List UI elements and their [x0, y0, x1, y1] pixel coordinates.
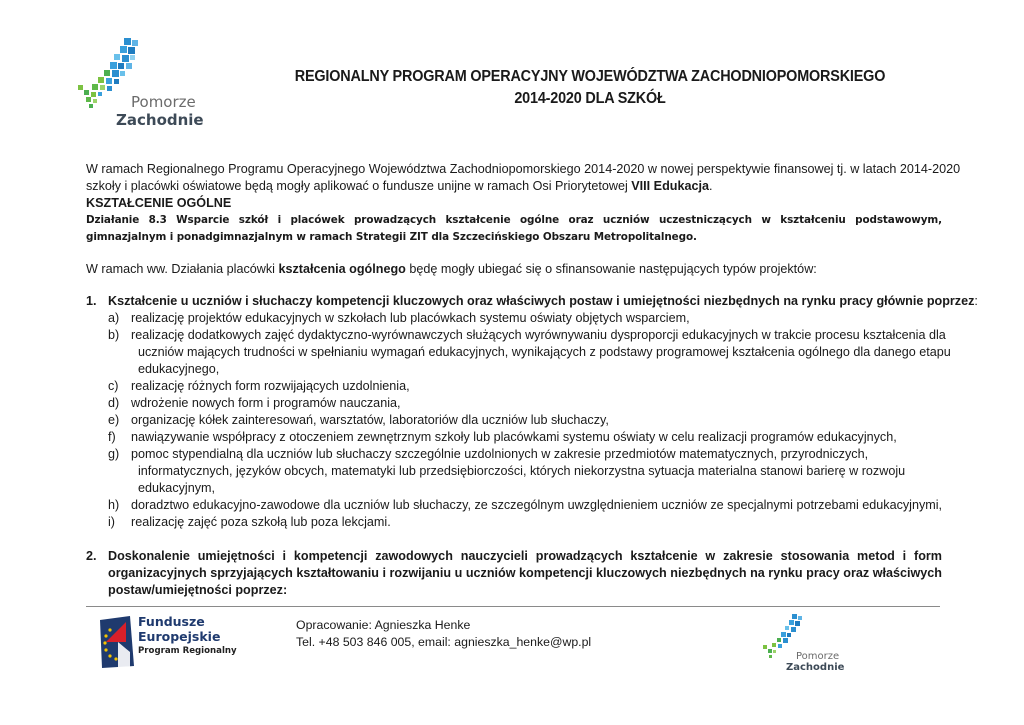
- fe-line-2: Europejskie: [138, 629, 221, 644]
- sub-list-letter: b): [108, 328, 120, 342]
- priority-axis-name: VIII Edukacja: [631, 179, 709, 193]
- sub-list-item: [86, 429, 942, 446]
- sub-list-text: edukacyjnym,: [138, 481, 215, 495]
- sub-list-text: organizację kółek zainteresowań, warsztatów, laboratoriów dla uczniów lub słuchaczy,: [131, 413, 609, 427]
- sub-list-letter: f): [108, 430, 116, 444]
- sub-list-letter: e): [108, 413, 120, 427]
- sub-list-text: realizację różnych form rozwijających uzdolnienia,: [131, 379, 410, 393]
- sub-list-text: realizację projektów edukacyjnych w szkołach lub placówkach systemu oświaty objętych wsparciem,: [131, 311, 690, 325]
- fundusze-europejskie-text: [138, 614, 237, 658]
- sub-list-text: doradztwo edukacyjno-zawodowe dla uczniów lub słuchaczy, ze szczególnym uwzględnieniem uczniów ze specjalnymi potrzebami edukacyjnymi,: [131, 498, 943, 512]
- section-heading: KSZTAŁCENIE OGÓLNE: [86, 196, 232, 210]
- title-line-1: REGIONALNY PROGRAM OPERACYJNY WOJEWÓDZTWA ZACHODNIOPOMORSKIEGO: [294, 68, 886, 85]
- fe-line-3: Program Regionalny: [138, 646, 237, 656]
- lead-bold: kształcenia ogólnego: [278, 262, 406, 276]
- sub-list-text: nawiązywanie współpracy z otoczeniem zewnętrznym szkoły lub placówkami systemu oświaty w celu realizacji programów edukacyjnych,: [131, 430, 897, 444]
- sub-list-text: pomoc stypendialną dla uczniów lub słuchaczy szczególnie uzdolnionych w zakresie przedmiotów matematycznych, przyrodniczych,: [131, 447, 869, 461]
- sub-list-letter: c): [108, 379, 119, 393]
- intro-line-2: [86, 178, 942, 195]
- document-body: [86, 161, 978, 599]
- sub-list-text: edukacyjnego,: [138, 362, 220, 376]
- sub-list-item: [86, 378, 942, 395]
- sub-list-item: [86, 310, 942, 327]
- list-item-1-colon: :: [974, 294, 978, 308]
- sub-list: [86, 310, 951, 531]
- pomorze-zachodnie-logo-small: [760, 612, 850, 674]
- logo-word-pomorze: Pomorze: [796, 651, 840, 662]
- lead-prefix: W ramach ww. Działania placówki: [86, 262, 279, 276]
- list-item-2-text: Doskonalenie umiejętności i kompetencji zawodowych nauczycieli prowadzących kształcenie w zakresie stosowania metod i form organizacyjnych sprzyjających kształtowaniu i rozwijaniu u uczniów kompetencji kluczowych niezbędnych na rynku pracy oraz właściwych postaw/umiejętności poprzez:: [108, 549, 942, 597]
- pomorze-zachodnie-logo: [74, 34, 214, 130]
- logo-word-zachodnie: Zachodnie: [786, 662, 845, 673]
- eu-flag-icon: [100, 616, 134, 668]
- fe-line-1: Fundusze: [138, 614, 205, 629]
- logo-mosaic-icon: [78, 38, 138, 108]
- footer-divider: [86, 606, 940, 607]
- lead-paragraph: [86, 261, 942, 278]
- sub-list-letter: i): [108, 515, 115, 529]
- sub-list-item: [86, 412, 942, 429]
- list-item-1-title: [108, 293, 978, 310]
- sub-list-letter: h): [108, 498, 120, 512]
- intro-line-2-text: szkoły i placówki oświatowe będą mogły aplikować o fundusze unijne w ramach Osi Priorytetowej: [86, 179, 632, 193]
- list-item-1-title-text: Kształcenie u uczniów i słuchaczy kompetencji kluczowych oraz właściwych postaw i umiejętności niezbędnych na rynku pracy głównie poprzez: [108, 294, 975, 308]
- sub-list-item: [86, 327, 951, 378]
- author-info: [296, 617, 591, 651]
- title-line-2: 2014-2020 DLA SZKÓŁ: [514, 90, 666, 107]
- lead-suffix: będę mogły ubiegać się o sfinansowanie następujących typów projektów:: [405, 262, 817, 276]
- list-item-1: [86, 293, 978, 310]
- intro-line-2-end: .: [708, 179, 713, 193]
- sub-list-text: uczniów mających trudności w spełnianiu wymagań edukacyjnych, wynikających z podstawy programowej kształcenia ogólnego dla danego etapu: [138, 345, 951, 359]
- sub-list-text: informatycznych, języków obcych, matematyki lub przedsiębiorczości, których niekorzystna sytuacja materialna stanowi barierę w rozwoju: [138, 464, 906, 478]
- action-description: Działanie 8.3 Wsparcie szkół i placówek prowadzących kształcenie ogólne oraz uczniów uczestniczących w kształceniu podstawowym, gimnazjalnym i ponadgimnazjalnym w ramach Strategii ZIT dla Szczecińskiego Obszaru Metropolitalnego.: [86, 214, 942, 243]
- sub-list-letter: g): [108, 447, 120, 461]
- intro-line-1: W ramach Regionalnego Programu Operacyjnego Województwa Zachodniopomorskiego 2014-2020 w nowej perspektywie finansowej tj. w latach 2014-2020: [86, 162, 961, 176]
- list-item-number: 1.: [86, 294, 97, 308]
- sub-list-text: realizację zajęć poza szkołą lub poza lekcjami.: [131, 515, 391, 529]
- sub-list-text: realizację dodatkowych zajęć dydaktyczno-wyrównawczych służących wyrównywaniu dysproporcji edukacyjnych w trakcie procesu kształcenia dla: [131, 328, 946, 342]
- sub-list-item: [86, 497, 942, 514]
- list-item-2: [86, 548, 942, 599]
- logo-word-pomorze: Pomorze: [131, 93, 196, 111]
- sub-list-item: [86, 514, 942, 531]
- page-title: [255, 66, 925, 110]
- sub-list-text: wdrożenie nowych form i programów nauczania,: [131, 396, 401, 410]
- author-name: Opracowanie: Agnieszka Henke: [296, 618, 471, 632]
- author-contact: Tel. +48 503 846 005, email: agnieszka_henke@wp.pl: [296, 635, 592, 649]
- sub-list-letter: d): [108, 396, 120, 410]
- logo-word-zachodnie: Zachodnie: [116, 111, 204, 129]
- sub-list-letter: a): [108, 311, 120, 325]
- sub-list-item: [86, 395, 942, 412]
- sub-list-item: [86, 446, 942, 497]
- list-item-number: 2.: [86, 549, 97, 563]
